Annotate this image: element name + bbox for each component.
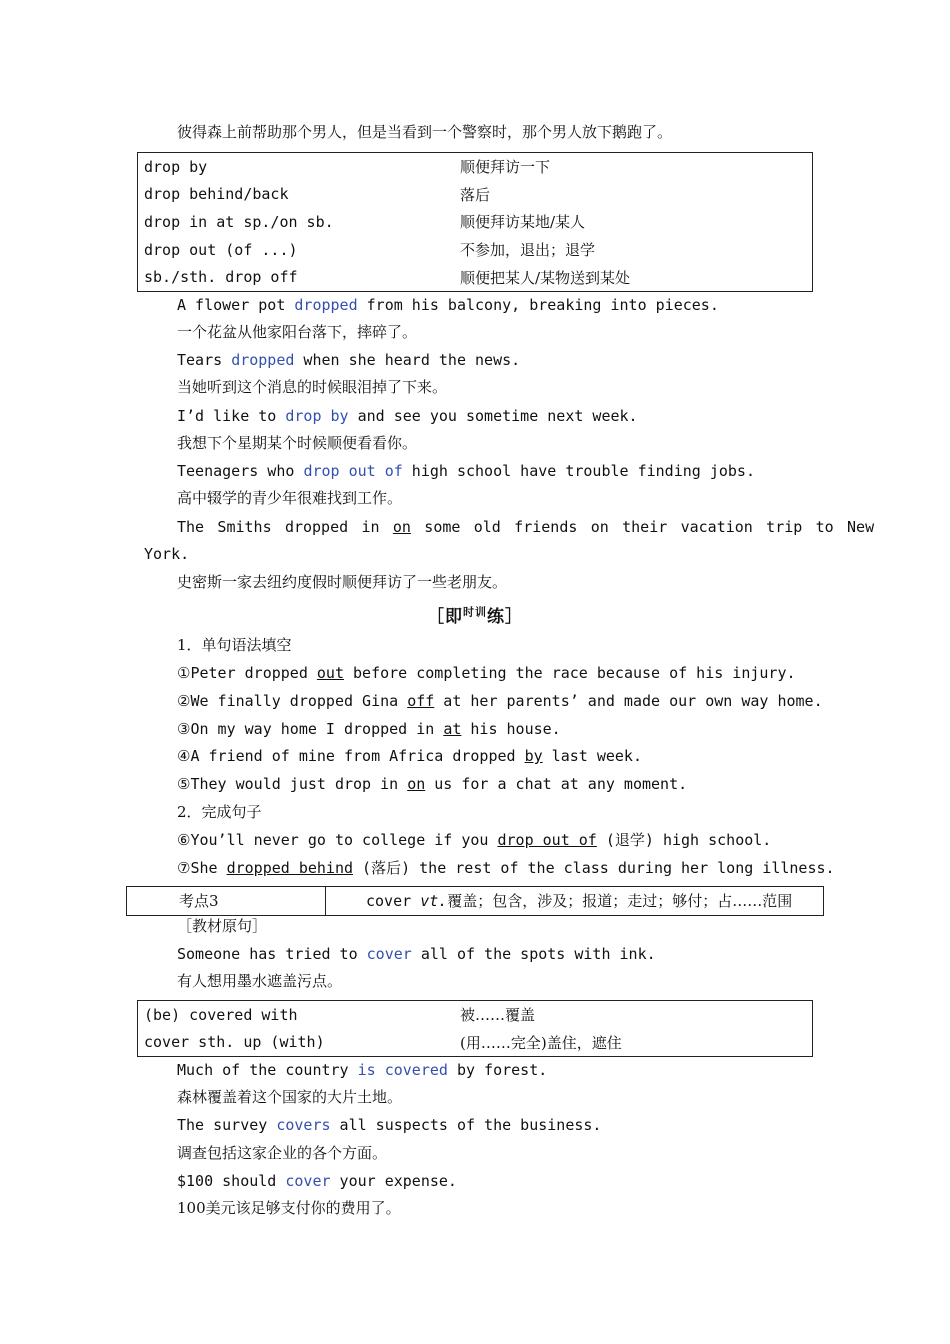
table-row	[138, 153, 813, 181]
table-row	[127, 887, 824, 916]
text: ④A friend of mine from Africa dropped	[177, 747, 525, 765]
phrase-en: cover sth. up (with)	[144, 1033, 325, 1052]
phrase-cn: 顺便拜访一下	[460, 158, 551, 177]
table-row	[138, 236, 813, 264]
cover-phrase-table	[137, 1000, 813, 1057]
answer-word: by	[524, 747, 543, 765]
bracket: ［	[427, 607, 445, 627]
text: ⑤They would just drop in	[177, 775, 408, 793]
text: from his balcony, breaking into pieces.	[357, 296, 719, 314]
example-sentence	[177, 295, 719, 315]
answer-word: at	[443, 720, 462, 738]
example-translation: 100美元该足够支付你的费用了。	[177, 1199, 401, 1217]
phrase-en: drop behind/back	[144, 185, 289, 204]
practice-heading	[0, 602, 950, 627]
text: ③On my way home I dropped in	[177, 720, 444, 738]
intro-sentence: 彼得森上前帮助那个男人，但是当看到一个警察时，那个男人放下鹅跑了。	[177, 123, 673, 141]
text: The survey	[177, 1116, 277, 1134]
section-title: 1．单句语法填空	[177, 636, 292, 654]
exercise-item	[177, 746, 642, 766]
bracket: ］	[505, 607, 523, 627]
answer-word: off	[407, 692, 435, 710]
definition: 覆盖；包含，涉及；报道；走过；够付；占……范围	[447, 892, 793, 911]
exercise-item	[177, 719, 561, 739]
text: ②We finally dropped Gina	[177, 692, 408, 710]
text: at her parents’ and made our own way home.	[434, 692, 823, 710]
answer-word: drop out of	[497, 831, 597, 849]
text: ①Peter dropped	[177, 664, 317, 682]
exercise-item	[177, 858, 835, 878]
example-translation: 有人想用墨水遮盖污点。	[177, 972, 343, 990]
example-sentence	[177, 517, 874, 537]
example-sentence	[177, 350, 520, 370]
text: some old friends on their vacation trip to New	[410, 518, 875, 536]
source-label: ［教材原句］	[177, 917, 268, 935]
text: and see you sometime next week.	[348, 407, 638, 425]
example-sentence-cont: York.	[144, 545, 190, 563]
exercise-item	[177, 691, 823, 711]
text: ⑦She	[177, 859, 227, 877]
kaodian-definition	[326, 887, 824, 916]
answer-word: dropped behind	[226, 859, 354, 877]
text: us for a chat at any moment.	[425, 775, 688, 793]
example-sentence	[177, 406, 638, 426]
example-translation: 调查包括这家企业的各个方面。	[177, 1144, 388, 1162]
part-of-speech: vt.	[420, 892, 448, 911]
phrase-cn: (用……完全)盖住，遮住	[460, 1033, 622, 1052]
text: ⑥You’ll never go to college if you	[177, 831, 498, 849]
highlight-word: drop out of	[303, 462, 403, 480]
text: last week.	[542, 747, 642, 765]
example-sentence	[177, 1115, 601, 1135]
example-translation: 当她听到这个消息的时候眼泪掉了下来。	[177, 378, 448, 396]
phrase-cn: 不参加，退出；退学	[460, 241, 596, 260]
highlight-word: drop by	[285, 407, 349, 425]
text: I’d like to	[177, 407, 286, 425]
phrase-en: drop in at sp./on sb.	[144, 212, 334, 231]
section-title: 2．完成句子	[177, 803, 262, 821]
text: (落后) the rest of the class during her long illness.	[353, 859, 835, 877]
text: (退学) high school.	[596, 831, 772, 849]
example-translation: 一个花盆从他家阳台落下，摔碎了。	[177, 323, 418, 341]
keyword: cover	[366, 892, 421, 911]
heading-char: 训	[475, 605, 487, 619]
highlight-word: covers	[276, 1116, 331, 1134]
text: your expense.	[330, 1172, 457, 1190]
phrase-cn: 落后	[460, 185, 491, 204]
text: all suspects of the business.	[330, 1116, 602, 1134]
highlight-word: cover	[366, 945, 412, 963]
example-sentence	[177, 944, 656, 964]
kaodian-label: 考点3	[127, 887, 326, 916]
example-translation: 高中辍学的青少年很难找到工作。	[177, 489, 403, 507]
phrase-cn: 被……覆盖	[460, 1006, 536, 1025]
text: A flower pot	[177, 296, 295, 314]
text: high school have trouble finding jobs.	[402, 462, 755, 480]
text: by forest.	[447, 1061, 548, 1079]
phrase-cn: 顺便拜访某地/某人	[460, 213, 586, 232]
text: when she heard the news.	[294, 351, 521, 369]
table-row	[138, 263, 813, 291]
example-sentence	[177, 1060, 547, 1080]
phrase-en: drop by	[144, 157, 208, 176]
text: all of the spots with ink.	[411, 945, 656, 963]
drop-phrase-table	[137, 152, 813, 292]
phrase-cn: 顺便把某人/某物送到某处	[460, 268, 631, 287]
text: before completing the race because of his injury.	[343, 664, 796, 682]
text: Tears	[177, 351, 232, 369]
answer-word: on	[407, 775, 426, 793]
example-sentence	[177, 1171, 457, 1191]
text: $100 should	[177, 1172, 286, 1190]
example-translation: 森林覆盖着这个国家的大片土地。	[177, 1088, 403, 1106]
text: Someone has tried to	[177, 945, 367, 963]
exercise-item	[177, 663, 796, 683]
highlight-word: is covered	[357, 1061, 448, 1079]
kaodian-box	[126, 886, 824, 916]
table-row	[138, 1029, 813, 1057]
answer-word: on	[392, 518, 411, 536]
answer-word: out	[316, 664, 344, 682]
table-row	[138, 181, 813, 209]
example-translation: 我想下个星期某个时候顺便看看你。	[177, 434, 418, 452]
highlight-word: dropped	[294, 296, 358, 314]
example-sentence	[177, 461, 755, 481]
table-row	[138, 1001, 813, 1029]
text: The Smiths dropped in	[177, 518, 393, 536]
exercise-item	[177, 774, 687, 794]
example-translation: 史密斯一家去纽约度假时顺便拜访了一些老朋友。	[177, 573, 508, 591]
text: Much of the country	[177, 1061, 358, 1079]
phrase-en: (be) covered with	[144, 1005, 298, 1024]
table-row	[138, 208, 813, 236]
highlight-word: dropped	[231, 351, 295, 369]
highlight-word: cover	[285, 1172, 331, 1190]
phrase-en: drop out (of ...)	[144, 240, 298, 259]
heading-char: 即	[445, 607, 463, 627]
text: Teenagers who	[177, 462, 304, 480]
text: his house.	[461, 720, 561, 738]
heading-char: 时	[463, 605, 475, 619]
heading-char: 练	[487, 607, 505, 627]
phrase-en: sb./sth. drop off	[144, 268, 298, 287]
exercise-item	[177, 830, 771, 850]
